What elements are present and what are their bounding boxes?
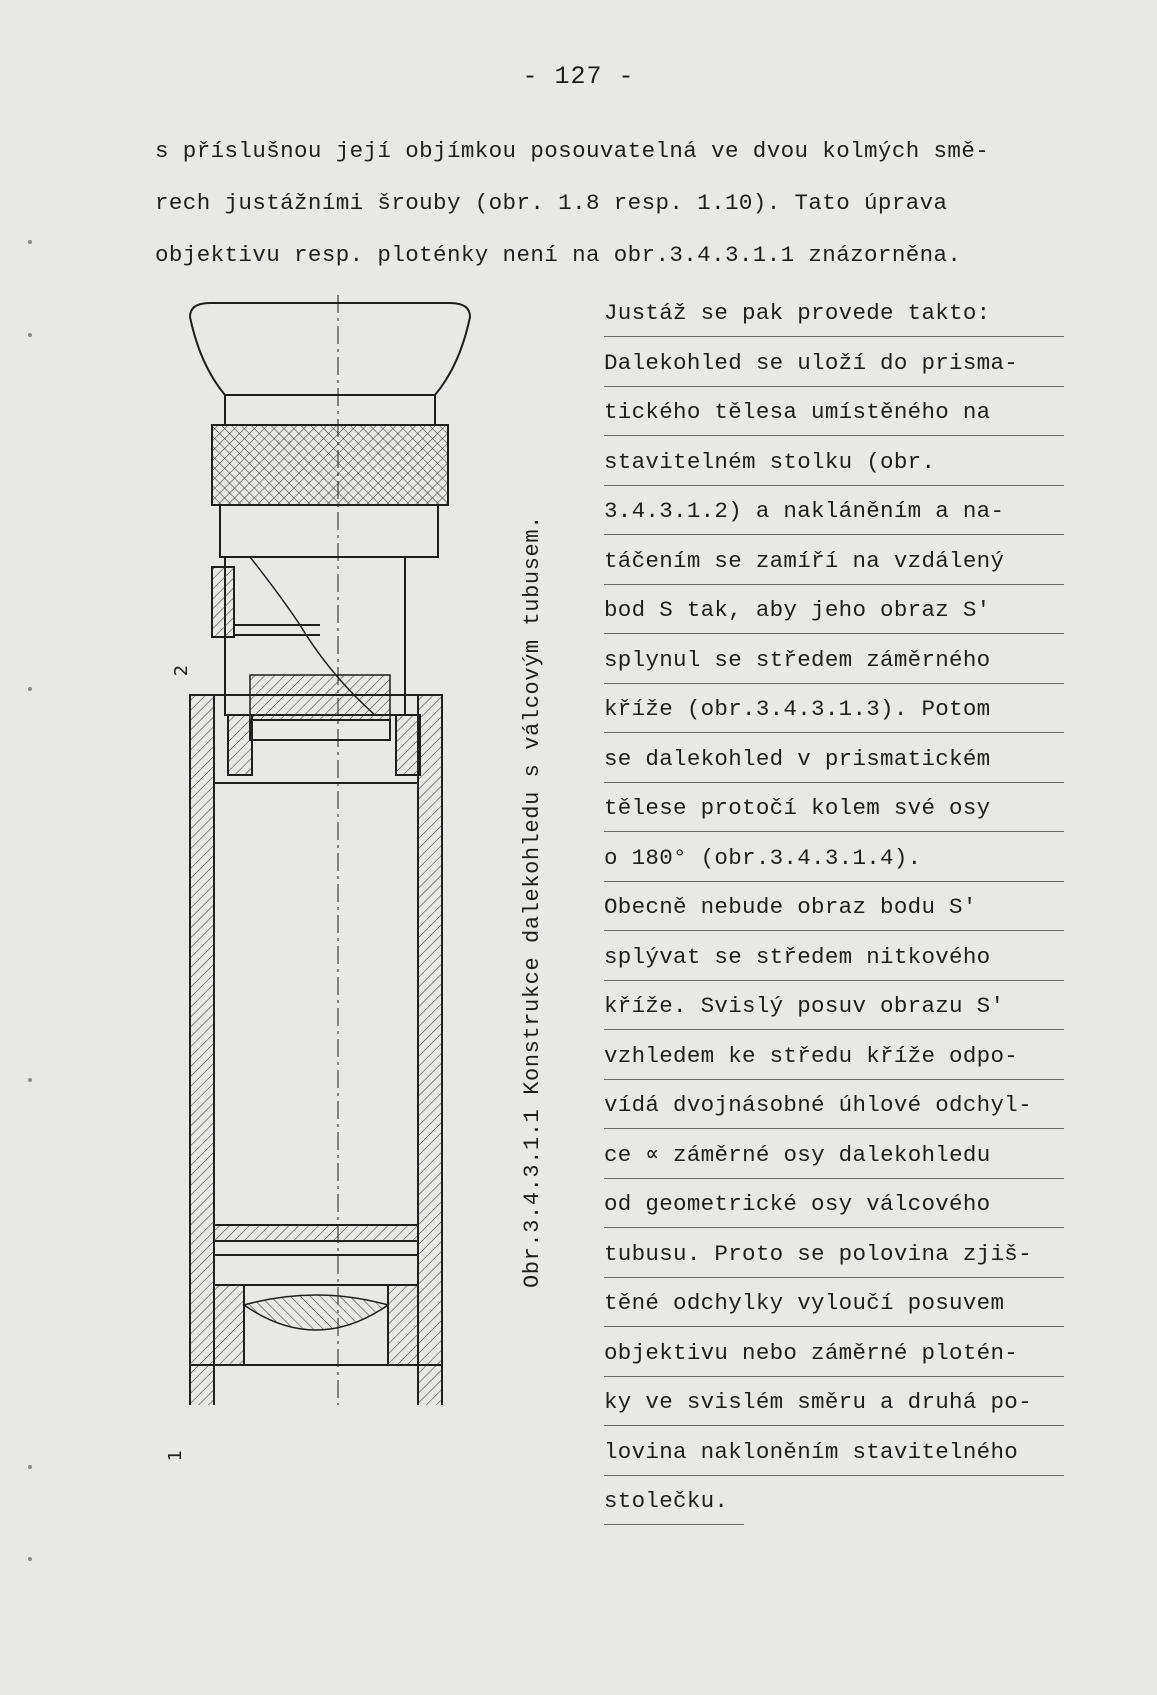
body-line: se dalekohled v prismatickém — [604, 742, 1084, 792]
body-line: ky ve svislém směru a druhá po- — [604, 1385, 1084, 1435]
body-line: Dalekohled se uloží do prisma- — [604, 346, 1084, 396]
part-label-1: 1 — [165, 1449, 187, 1462]
body-text-column — [604, 296, 1084, 1534]
body-line: Obecně nebude obraz bodu S' — [604, 890, 1084, 940]
body-line: bod S tak, aby jeho obraz S' — [604, 593, 1084, 643]
body-line: Justáž se pak provede takto: — [604, 296, 1084, 346]
body-line: táčením se zamíří na vzdálený — [604, 544, 1084, 594]
body-line: vídá dvojnásobné úhlové odchyl- — [604, 1088, 1084, 1138]
body-line: splývat se středem nitkového — [604, 940, 1084, 990]
intro-line: objektivu resp. ploténky není na obr.3.4.3.1.1 znázorněna. — [155, 242, 962, 268]
page-number: - 127 - — [522, 62, 635, 91]
body-line: kříže. Svislý posuv obrazu S' — [604, 989, 1084, 1039]
body-line: ce ∝ záměrné osy dalekohledu — [604, 1138, 1084, 1188]
body-line: vzhledem ke středu kříže odpo- — [604, 1039, 1084, 1089]
body-line: tického tělesa umístěného na — [604, 395, 1084, 445]
figure-caption: Obr.3.4.3.1.1 Konstrukce dalekohledu s válcovým tubusem. — [520, 515, 545, 1288]
body-line: stolečku. — [604, 1484, 1084, 1534]
body-line: těné odchylky vyloučí posuvem — [604, 1286, 1084, 1336]
body-line: objektivu nebo záměrné plotén- — [604, 1336, 1084, 1386]
body-line: kříže (obr.3.4.3.1.3). Potom — [604, 692, 1084, 742]
body-line: 3.4.3.1.2) a nakláněním a na- — [604, 494, 1084, 544]
body-line: od geometrické osy válcového — [604, 1187, 1084, 1237]
intro-line: rech justážními šrouby (obr. 1.8 resp. 1.10). Tato úprava — [155, 190, 948, 216]
part-label-2: 2 — [171, 664, 193, 677]
body-line: stavitelném stolku (obr. — [604, 445, 1084, 495]
intro-line: s příslušnou její objímkou posouvatelná ve dvou kolmých smě- — [155, 138, 990, 164]
body-line: lovina nakloněním stavitelného — [604, 1435, 1084, 1485]
body-line: o 180° (obr.3.4.3.1.4). — [604, 841, 1084, 891]
body-line: tubusu. Proto se polovina zjiš- — [604, 1237, 1084, 1287]
telescope-section-drawing — [150, 295, 490, 1405]
body-line: splynul se středem záměrného — [604, 643, 1084, 693]
body-line: tělese protočí kolem své osy — [604, 791, 1084, 841]
